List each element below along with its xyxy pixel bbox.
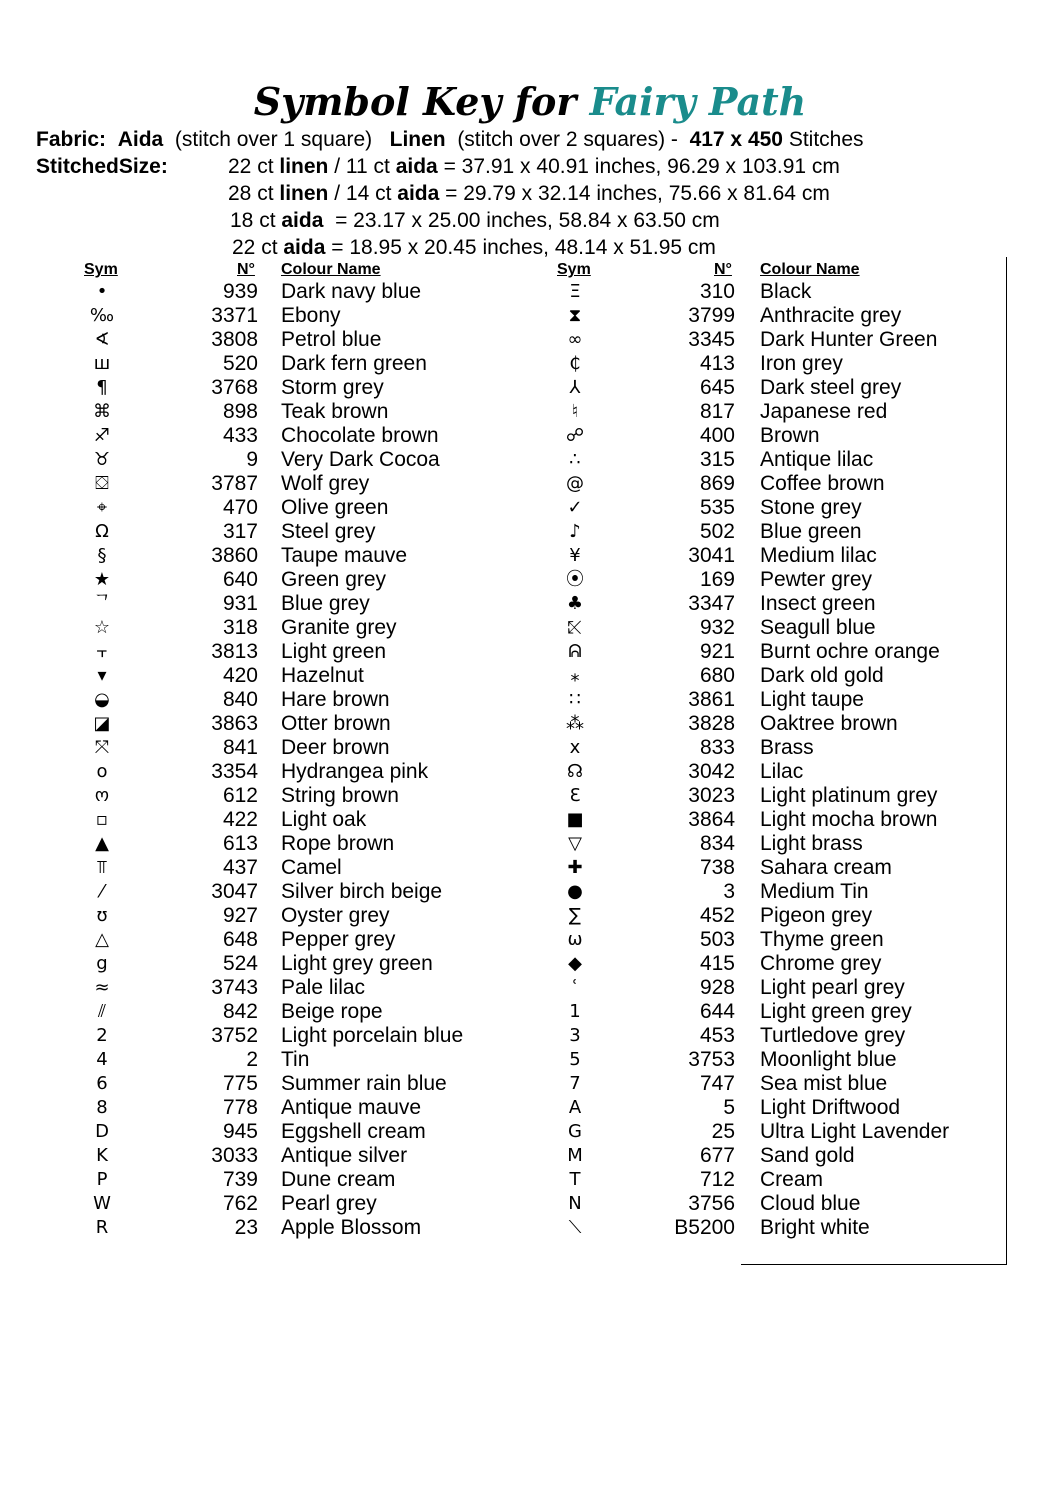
- size-count: 22 ct: [228, 155, 280, 178]
- symbol-glyph: T: [569, 1169, 581, 1190]
- thread-number: 3347: [688, 592, 735, 615]
- symbol-glyph: ☆: [93, 617, 111, 638]
- colour-name: Light pearl grey: [760, 976, 905, 999]
- colour-name: Burnt ochre orange: [760, 640, 940, 663]
- thread-number: 677: [699, 1144, 735, 1167]
- colour-name: Dark fern green: [281, 352, 427, 375]
- symbol-glyph: ☊: [567, 761, 583, 782]
- colour-name: Ebony: [281, 304, 341, 327]
- colour-name: Pigeon grey: [760, 904, 873, 927]
- symbol-glyph: W: [93, 1193, 111, 1214]
- thread-number: 3743: [211, 976, 258, 999]
- colour-name: Black: [760, 280, 812, 303]
- colour-name: Teak brown: [281, 400, 389, 423]
- colour-name: Light platinum grey: [760, 784, 938, 807]
- size-count: / 14 ct: [328, 182, 398, 205]
- colour-name: Brown: [760, 424, 820, 447]
- size-count: 22 ct: [232, 236, 284, 259]
- thread-number: 640: [222, 568, 258, 591]
- size-dimensions: = 29.79 x 32.14 inches, 75.66 x 81.64 cm: [439, 182, 830, 205]
- thread-number: 3799: [688, 304, 735, 327]
- symbol-glyph: ♉: [93, 449, 111, 470]
- thread-number: 613: [222, 832, 258, 855]
- colour-name: Dune cream: [281, 1168, 396, 1191]
- right-header-sym: Sym: [557, 261, 591, 278]
- thread-number: 738: [699, 856, 735, 879]
- symbol-glyph: 8: [96, 1097, 108, 1118]
- symbol-glyph: M: [567, 1145, 583, 1166]
- symbol-glyph: ∴: [569, 449, 581, 470]
- colour-name: Cream: [760, 1168, 824, 1191]
- colour-name: Chrome grey: [760, 952, 882, 975]
- thread-number: 315: [699, 448, 735, 471]
- symbol-glyph: ‰: [89, 305, 115, 326]
- size-dimensions: = 18.95 x 20.45 inches, 48.14 x 51.95 cm: [325, 236, 716, 259]
- fabric-linen-note: (stitch over 2 squares) -: [457, 128, 678, 151]
- symbol-glyph: ¥: [569, 545, 581, 566]
- symbol-glyph: ⤪: [567, 617, 583, 638]
- thread-number: 841: [222, 736, 258, 759]
- symbol-glyph: ⫟: [96, 641, 108, 662]
- colour-name: Stone grey: [760, 496, 862, 519]
- thread-number: 762: [222, 1192, 258, 1215]
- thread-number: 3023: [688, 784, 735, 807]
- colour-name: Light oak: [281, 808, 367, 831]
- colour-name: Anthracite grey: [760, 304, 902, 327]
- symbol-glyph: o: [96, 761, 108, 782]
- thread-number: 3371: [211, 304, 258, 327]
- symbol-glyph: ◒: [94, 689, 110, 710]
- thread-number: 833: [699, 736, 735, 759]
- colour-name: Japanese red: [760, 400, 888, 423]
- size-fabric: aida: [397, 182, 440, 205]
- symbol-glyph: ⫪: [96, 857, 108, 878]
- symbol-glyph: 4: [96, 1049, 108, 1070]
- colour-name: Rope brown: [281, 832, 395, 855]
- left-header-num: N°: [237, 261, 255, 278]
- thread-number: 939: [222, 280, 258, 303]
- symbol-glyph: K: [96, 1145, 108, 1166]
- colour-name: Oaktree brown: [760, 712, 898, 735]
- colour-name: Camel: [281, 856, 342, 879]
- symbol-glyph: ω: [567, 929, 583, 950]
- colour-name: Antique lilac: [760, 448, 874, 471]
- thread-number: 400: [699, 424, 735, 447]
- size-fabric: linen: [279, 155, 329, 178]
- colour-name: Sahara cream: [760, 856, 892, 879]
- size-dimensions: = 37.91 x 40.91 inches, 96.29 x 103.91 cm: [437, 155, 840, 178]
- colour-name: Bright white: [760, 1216, 870, 1239]
- thread-number: 775: [222, 1072, 258, 1095]
- symbol-glyph: x: [569, 737, 581, 758]
- thread-number: 317: [222, 520, 258, 543]
- colour-name: Pearl grey: [281, 1192, 377, 1215]
- symbol-glyph: ⌘: [93, 401, 111, 422]
- symbol-glyph: P: [96, 1169, 108, 1190]
- symbol-glyph: ʿ: [572, 977, 578, 998]
- colour-name: Silver birch beige: [281, 880, 443, 903]
- thread-number: 524: [222, 952, 258, 975]
- thread-number: 437: [222, 856, 258, 879]
- fabric-linen: Linen: [389, 128, 446, 151]
- colour-name: Very Dark Cocoa: [281, 448, 440, 471]
- symbol-glyph: ◪: [93, 713, 111, 734]
- thread-number: 932: [699, 616, 735, 639]
- thread-number: 3864: [688, 808, 735, 831]
- colour-name: Moonlight blue: [760, 1048, 897, 1071]
- colour-name: Sea mist blue: [760, 1072, 888, 1095]
- right-header-name: Colour Name: [760, 261, 860, 278]
- symbol-glyph: 3: [569, 1025, 581, 1046]
- symbol-glyph: ⫽: [97, 1001, 107, 1022]
- thread-number: 869: [699, 472, 735, 495]
- symbol-glyph: Ω: [95, 521, 109, 542]
- colour-name: Insect green: [760, 592, 876, 615]
- symbol-glyph: ▾: [97, 665, 107, 686]
- symbol-glyph: ∑: [568, 905, 582, 926]
- symbol-glyph: 2: [96, 1025, 108, 1046]
- thread-number: 3: [723, 880, 735, 903]
- size-fabric: aida: [281, 209, 324, 232]
- symbol-glyph: ᄀ: [93, 593, 111, 614]
- thread-number: 3768: [211, 376, 258, 399]
- symbol-glyph: ♮: [571, 401, 579, 422]
- thread-number: 898: [222, 400, 258, 423]
- thread-number: 318: [222, 616, 258, 639]
- symbol-glyph: D: [95, 1121, 109, 1142]
- thread-number: 921: [699, 640, 735, 663]
- colour-name: Dark Hunter Green: [760, 328, 938, 351]
- symbol-glyph: ⁎: [570, 665, 580, 686]
- symbol-glyph: ♣: [566, 593, 584, 614]
- symbol-glyph: △: [95, 929, 109, 950]
- symbol-glyph: ♐: [93, 425, 111, 446]
- symbol-glyph: ш: [93, 353, 111, 374]
- thread-number: 3860: [211, 544, 258, 567]
- fabric-label: Fabric:: [36, 128, 107, 151]
- thread-number: 3047: [211, 880, 258, 903]
- right-header-num: N°: [714, 261, 732, 278]
- thread-number: 535: [699, 496, 735, 519]
- symbol-glyph: ☍: [565, 425, 585, 446]
- thread-number: 3861: [688, 688, 735, 711]
- colour-name: Granite grey: [281, 616, 397, 639]
- thread-number: 3813: [211, 640, 258, 663]
- colour-name: Taupe mauve: [281, 544, 408, 567]
- thread-number: 931: [222, 592, 258, 615]
- size-count: 28 ct: [228, 182, 280, 205]
- thread-number: 739: [222, 1168, 258, 1191]
- border-bottom-line: [741, 1264, 1007, 1265]
- symbol-glyph: ⤧: [94, 737, 110, 758]
- symbol-glyph: ᕱ: [568, 641, 582, 662]
- symbol-glyph: ⛋: [95, 473, 109, 494]
- thread-number: 3033: [211, 1144, 258, 1167]
- colour-name: Hazelnut: [281, 664, 364, 687]
- stitched-size-label: StitchedSize:: [36, 155, 168, 178]
- thread-number: 3354: [211, 760, 258, 783]
- thread-number: 645: [699, 376, 735, 399]
- colour-name: Lilac: [760, 760, 804, 783]
- colour-name: Storm grey: [281, 376, 384, 399]
- thread-number: 3041: [688, 544, 735, 567]
- colour-name: Petrol blue: [281, 328, 382, 351]
- colour-name: Apple Blossom: [281, 1216, 422, 1239]
- symbol-glyph: G: [568, 1121, 582, 1142]
- thread-number: 840: [222, 688, 258, 711]
- symbol-glyph: 5: [569, 1049, 581, 1070]
- size-count: / 11 ct: [328, 155, 396, 178]
- colour-name: Medium lilac: [760, 544, 877, 567]
- thread-number: 470: [222, 496, 258, 519]
- symbol-glyph: ✚: [567, 857, 583, 878]
- symbol-glyph: ▽: [568, 833, 582, 854]
- thread-number: 648: [222, 928, 258, 951]
- colour-name: Brass: [760, 736, 814, 759]
- thread-number: 422: [222, 808, 258, 831]
- symbol-glyph: ⧗: [568, 305, 582, 326]
- symbol-glyph: ▲: [95, 833, 109, 854]
- symbol-glyph: ●: [567, 881, 583, 902]
- symbol-glyph: ∷: [569, 689, 581, 710]
- colour-name: Otter brown: [281, 712, 391, 735]
- colour-name: Light Driftwood: [760, 1096, 901, 1119]
- thread-number: B5200: [674, 1216, 735, 1239]
- symbol-glyph: ⁄: [100, 881, 104, 902]
- thread-number: 453: [699, 1024, 735, 1047]
- title-pattern-name: Fairy Path: [589, 79, 807, 124]
- colour-name: Cloud blue: [760, 1192, 861, 1215]
- symbol-glyph: ¶: [96, 377, 108, 398]
- size-fabric: linen: [279, 182, 329, 205]
- symbol-glyph: ო: [94, 785, 110, 806]
- colour-name: Pewter grey: [760, 568, 873, 591]
- thread-number: 3787: [211, 472, 258, 495]
- thread-number: 3345: [688, 328, 735, 351]
- colour-name: Antique mauve: [281, 1096, 422, 1119]
- thread-number: 502: [699, 520, 735, 543]
- fabric-aida: Aida: [117, 128, 164, 151]
- size-fabric: aida: [395, 155, 438, 178]
- stitch-count: 417 x 450: [689, 128, 783, 151]
- thread-number: 3756: [688, 1192, 735, 1215]
- colour-name: Thyme green: [760, 928, 884, 951]
- colour-name: Green grey: [281, 568, 387, 591]
- symbol-glyph: ⟍: [568, 1217, 582, 1238]
- thread-number: 3752: [211, 1024, 258, 1047]
- thread-number: 3042: [688, 760, 735, 783]
- page-title: [0, 78, 1060, 126]
- symbol-glyph: •: [96, 281, 108, 302]
- thread-number: 712: [699, 1168, 735, 1191]
- symbol-glyph: ▫: [95, 809, 109, 830]
- thread-number: 817: [699, 400, 735, 423]
- colour-name: Sand gold: [760, 1144, 855, 1167]
- thread-number: 5: [723, 1096, 735, 1119]
- symbol-glyph: ⁂: [566, 713, 584, 734]
- thread-number: 169: [699, 568, 735, 591]
- thread-number: 747: [699, 1072, 735, 1095]
- thread-number: 452: [699, 904, 735, 927]
- thread-number: 612: [222, 784, 258, 807]
- colour-name: Light mocha brown: [760, 808, 938, 831]
- colour-name: Iron grey: [760, 352, 843, 375]
- colour-name: Ultra Light Lavender: [760, 1120, 950, 1143]
- thread-number: 25: [711, 1120, 735, 1143]
- colour-name: Dark steel grey: [760, 376, 902, 399]
- colour-name: Medium Tin: [760, 880, 869, 903]
- symbol-glyph: ≈: [94, 977, 110, 998]
- colour-name: Coffee brown: [760, 472, 885, 495]
- colour-name: Blue green: [760, 520, 862, 543]
- size-dimensions: = 23.17 x 25.00 inches, 58.84 x 63.50 cm: [323, 209, 720, 232]
- colour-name: Light green: [281, 640, 387, 663]
- colour-name: Turtledove grey: [760, 1024, 906, 1047]
- thread-number: 415: [699, 952, 735, 975]
- thread-number: 3808: [211, 328, 258, 351]
- symbol-glyph: N: [568, 1193, 582, 1214]
- colour-name: Pepper grey: [281, 928, 396, 951]
- symbol-glyph: ⌖: [96, 497, 108, 518]
- symbol-glyph: ₵: [569, 353, 581, 374]
- symbol-glyph: 6: [96, 1073, 108, 1094]
- symbol-glyph: ✓: [567, 497, 583, 518]
- symbol-glyph: 1: [569, 1001, 581, 1022]
- symbol-glyph: ◆: [568, 953, 582, 974]
- colour-name: Steel grey: [281, 520, 376, 543]
- thread-number: 3863: [211, 712, 258, 735]
- colour-name: Light grey green: [281, 952, 433, 975]
- thread-number: 433: [222, 424, 258, 447]
- symbol-glyph: g: [96, 953, 108, 974]
- colour-name: Seagull blue: [760, 616, 876, 639]
- title-prefix: Symbol Key for: [253, 79, 577, 124]
- colour-name: Blue grey: [281, 592, 370, 615]
- symbol-glyph: @: [566, 473, 584, 494]
- symbol-glyph: ∢: [94, 329, 110, 350]
- colour-name: Light taupe: [760, 688, 864, 711]
- colour-name: Eggshell cream: [281, 1120, 426, 1143]
- stitch-word: Stitches: [788, 128, 864, 151]
- symbol-glyph: ʊ: [96, 905, 108, 926]
- left-header-name: Colour Name: [281, 261, 381, 278]
- symbol-glyph: Ξ: [569, 281, 581, 302]
- thread-number: 2: [246, 1048, 258, 1071]
- thread-number: 3828: [688, 712, 735, 735]
- thread-number: 778: [222, 1096, 258, 1119]
- thread-number: 644: [699, 1000, 735, 1023]
- colour-name: Dark navy blue: [281, 280, 422, 303]
- border-right-line: [1006, 257, 1007, 1265]
- thread-number: 9: [246, 448, 258, 471]
- symbol-glyph: A: [568, 1097, 582, 1118]
- thread-number: 310: [699, 280, 735, 303]
- thread-number: 945: [222, 1120, 258, 1143]
- symbol-glyph: R: [95, 1217, 109, 1238]
- stitched-size-line-2: [228, 180, 830, 207]
- colour-name: String brown: [281, 784, 399, 807]
- colour-name: Light porcelain blue: [281, 1024, 464, 1047]
- symbol-glyph: ⦿: [566, 569, 584, 590]
- thread-number: 520: [222, 352, 258, 375]
- colour-name: Pale lilac: [281, 976, 366, 999]
- symbol-glyph: ♪: [569, 521, 581, 542]
- colour-name: Light brass: [760, 832, 863, 855]
- symbol-glyph: Ɛ: [569, 785, 581, 806]
- colour-name: Antique silver: [281, 1144, 408, 1167]
- colour-name: Chocolate brown: [281, 424, 439, 447]
- colour-name: Oyster grey: [281, 904, 390, 927]
- symbol-glyph: ⅄: [569, 377, 581, 398]
- thread-number: 834: [699, 832, 735, 855]
- thread-number: 420: [222, 664, 258, 687]
- size-fabric: aida: [283, 236, 326, 259]
- colour-name: Light green grey: [760, 1000, 912, 1023]
- colour-name: Summer rain blue: [281, 1072, 447, 1095]
- thread-number: 3753: [688, 1048, 735, 1071]
- symbol-glyph: 7: [569, 1073, 581, 1094]
- colour-name: Deer brown: [281, 736, 390, 759]
- thread-number: 503: [699, 928, 735, 951]
- thread-number: 413: [699, 352, 735, 375]
- thread-number: 680: [699, 664, 735, 687]
- colour-name: Wolf grey: [281, 472, 370, 495]
- thread-number: 23: [234, 1216, 258, 1239]
- symbol-glyph: ∞: [567, 329, 583, 350]
- thread-number: 842: [222, 1000, 258, 1023]
- colour-name: Olive green: [281, 496, 389, 519]
- stitched-size-label-line: [36, 153, 168, 180]
- left-header-sym: Sym: [84, 261, 118, 278]
- fabric-aida-note: (stitch over 1 square): [174, 128, 373, 151]
- colour-name: Beige rope: [281, 1000, 383, 1023]
- stitched-size-line-3: [230, 207, 720, 234]
- fabric-line: [36, 126, 864, 153]
- colour-name: Dark old gold: [760, 664, 884, 687]
- colour-name: Hydrangea pink: [281, 760, 429, 783]
- symbol-glyph: §: [97, 545, 107, 566]
- symbol-glyph: ★: [93, 569, 111, 590]
- thread-number: 928: [699, 976, 735, 999]
- stitched-size-line-1: [228, 153, 840, 180]
- symbol-glyph: ■: [566, 809, 584, 830]
- colour-name: Hare brown: [281, 688, 390, 711]
- stitched-size-line-4: [232, 234, 716, 261]
- colour-name: Tin: [281, 1048, 310, 1071]
- thread-number: 927: [222, 904, 258, 927]
- size-count: 18 ct: [230, 209, 282, 232]
